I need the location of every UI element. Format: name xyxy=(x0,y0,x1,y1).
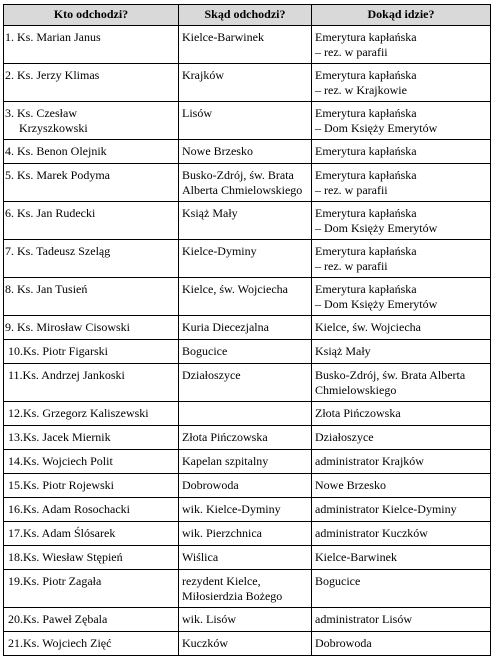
table-row xyxy=(4,202,491,240)
cell-skad: Bogucice xyxy=(179,340,312,364)
cell-kto: 6. Ks. Jan Rudecki xyxy=(4,202,179,240)
cell-skad xyxy=(179,402,312,426)
cell-skad: Książ Mały xyxy=(179,202,312,240)
cell-dokad: Dobrowoda xyxy=(312,632,491,656)
table-row xyxy=(4,26,491,64)
cell-skad: Busko-Zdrój, św. Brata Alberta Chmielowskiego xyxy=(179,164,312,202)
cell-dokad: Emerytura kapłańska – rez. w parafii xyxy=(312,240,491,278)
cell-skad: Kuczków xyxy=(179,632,312,656)
table-row xyxy=(4,340,491,364)
cell-kto: 18.Ks. Wiesław Stępień xyxy=(4,546,179,570)
table-row xyxy=(4,522,491,546)
cell-kto: 14.Ks. Wojciech Polit xyxy=(4,450,179,474)
table-row xyxy=(4,498,491,522)
cell-dokad: Emerytura kapłańska – rez. w Krajkowie xyxy=(312,64,491,102)
cell-skad: Dobrowoda xyxy=(179,474,312,498)
cell-skad: Działoszyce xyxy=(179,364,312,402)
cell-skad: wik. Pierzchnica xyxy=(179,522,312,546)
cell-dokad: Złota Pińczowska xyxy=(312,402,491,426)
cell-skad: Wiślica xyxy=(179,546,312,570)
table-row xyxy=(4,102,491,140)
cell-kto: 13.Ks. Jacek Miernik xyxy=(4,426,179,450)
cell-dokad: Emerytura kapłańska – Dom Księży Emerytów xyxy=(312,102,491,140)
cell-dokad: Działoszyce xyxy=(312,426,491,450)
cell-dokad: Emerytura kapłańska – Dom Księży Emerytów xyxy=(312,202,491,240)
column-header-dokad: Dokąd idzie? xyxy=(312,5,491,26)
cell-skad: Kuria Diecezjalna xyxy=(179,316,312,340)
table-row xyxy=(4,474,491,498)
cell-dokad: Nowe Brzesko xyxy=(312,474,491,498)
cell-skad: Kapelan szpitalny xyxy=(179,450,312,474)
cell-dokad: Emerytura kapłańska – Dom Księży Emerytów xyxy=(312,278,491,316)
table-row xyxy=(4,546,491,570)
cell-kto: 2. Ks. Jerzy Klimas xyxy=(4,64,179,102)
cell-skad: wik. Kielce-Dyminy xyxy=(179,498,312,522)
cell-kto: 8. Ks. Jan Tusień xyxy=(4,278,179,316)
column-header-kto: Kto odchodzi? xyxy=(4,5,179,26)
cell-kto: 5. Ks. Marek Podyma xyxy=(4,164,179,202)
cell-kto: 9. Ks. Mirosław Cisowski xyxy=(4,316,179,340)
cell-skad: Kielce-Dyminy xyxy=(179,240,312,278)
table-row xyxy=(4,240,491,278)
table-row xyxy=(4,64,491,102)
cell-kto: 17.Ks. Adam Ślósarek xyxy=(4,522,179,546)
cell-dokad: Książ Mały xyxy=(312,340,491,364)
table-row xyxy=(4,278,491,316)
table-row xyxy=(4,140,491,164)
cell-dokad: Kielce-Barwinek xyxy=(312,546,491,570)
cell-kto: 4. Ks. Benon Olejnik xyxy=(4,140,179,164)
cell-dokad: Busko-Zdrój, św. Brata Alberta Chmielowskiego xyxy=(312,364,491,402)
cell-skad: rezydent Kielce, Miłosierdzia Bożego xyxy=(179,570,312,608)
cell-dokad: administrator Kuczków xyxy=(312,522,491,546)
table-row xyxy=(4,608,491,632)
table-header-row xyxy=(4,5,491,26)
cell-kto: 10.Ks. Piotr Figarski xyxy=(4,340,179,364)
cell-dokad: Bogucice xyxy=(312,570,491,608)
table-row xyxy=(4,426,491,450)
cell-dokad: Emerytura kapłańska – rez. w parafii xyxy=(312,26,491,64)
cell-kto: 1. Ks. Marian Janus xyxy=(4,26,179,64)
cell-kto: 16.Ks. Adam Rosochacki xyxy=(4,498,179,522)
cell-kto: 12.Ks. Grzegorz Kaliszewski xyxy=(4,402,179,426)
cell-skad: Kielce-Barwinek xyxy=(179,26,312,64)
transfers-table xyxy=(3,4,491,656)
cell-skad: Krajków xyxy=(179,64,312,102)
cell-skad: Lisów xyxy=(179,102,312,140)
cell-dokad: administrator Kielce-Dyminy xyxy=(312,498,491,522)
cell-kto: 19.Ks. Piotr Zagała xyxy=(4,570,179,608)
cell-dokad: Kielce, św. Wojciecha xyxy=(312,316,491,340)
cell-kto: 11.Ks. Andrzej Jankoski xyxy=(4,364,179,402)
cell-kto: 3. Ks. Czesław Krzyszkowski xyxy=(4,102,179,140)
column-header-skad: Skąd odchodzi? xyxy=(179,5,312,26)
cell-skad: wik. Lisów xyxy=(179,608,312,632)
cell-dokad: administrator Krajków xyxy=(312,450,491,474)
table-body xyxy=(4,26,491,656)
cell-kto: 21.Ks. Wojciech Zięć xyxy=(4,632,179,656)
cell-skad: Kielce, św. Wojciecha xyxy=(179,278,312,316)
table-row xyxy=(4,164,491,202)
table-row xyxy=(4,402,491,426)
cell-dokad: administrator Lisów xyxy=(312,608,491,632)
table-row xyxy=(4,570,491,608)
cell-kto: 15.Ks. Piotr Rojewski xyxy=(4,474,179,498)
cell-dokad: Emerytura kapłańska – rez. w parafii xyxy=(312,164,491,202)
cell-kto: 7. Ks. Tadeusz Szeląg xyxy=(4,240,179,278)
table-row xyxy=(4,450,491,474)
cell-kto: 20.Ks. Paweł Zębala xyxy=(4,608,179,632)
table-row xyxy=(4,364,491,402)
table-row xyxy=(4,316,491,340)
cell-skad: Złota Pińczowska xyxy=(179,426,312,450)
cell-skad: Nowe Brzesko xyxy=(179,140,312,164)
table-row xyxy=(4,632,491,656)
cell-dokad: Emerytura kapłańska xyxy=(312,140,491,164)
